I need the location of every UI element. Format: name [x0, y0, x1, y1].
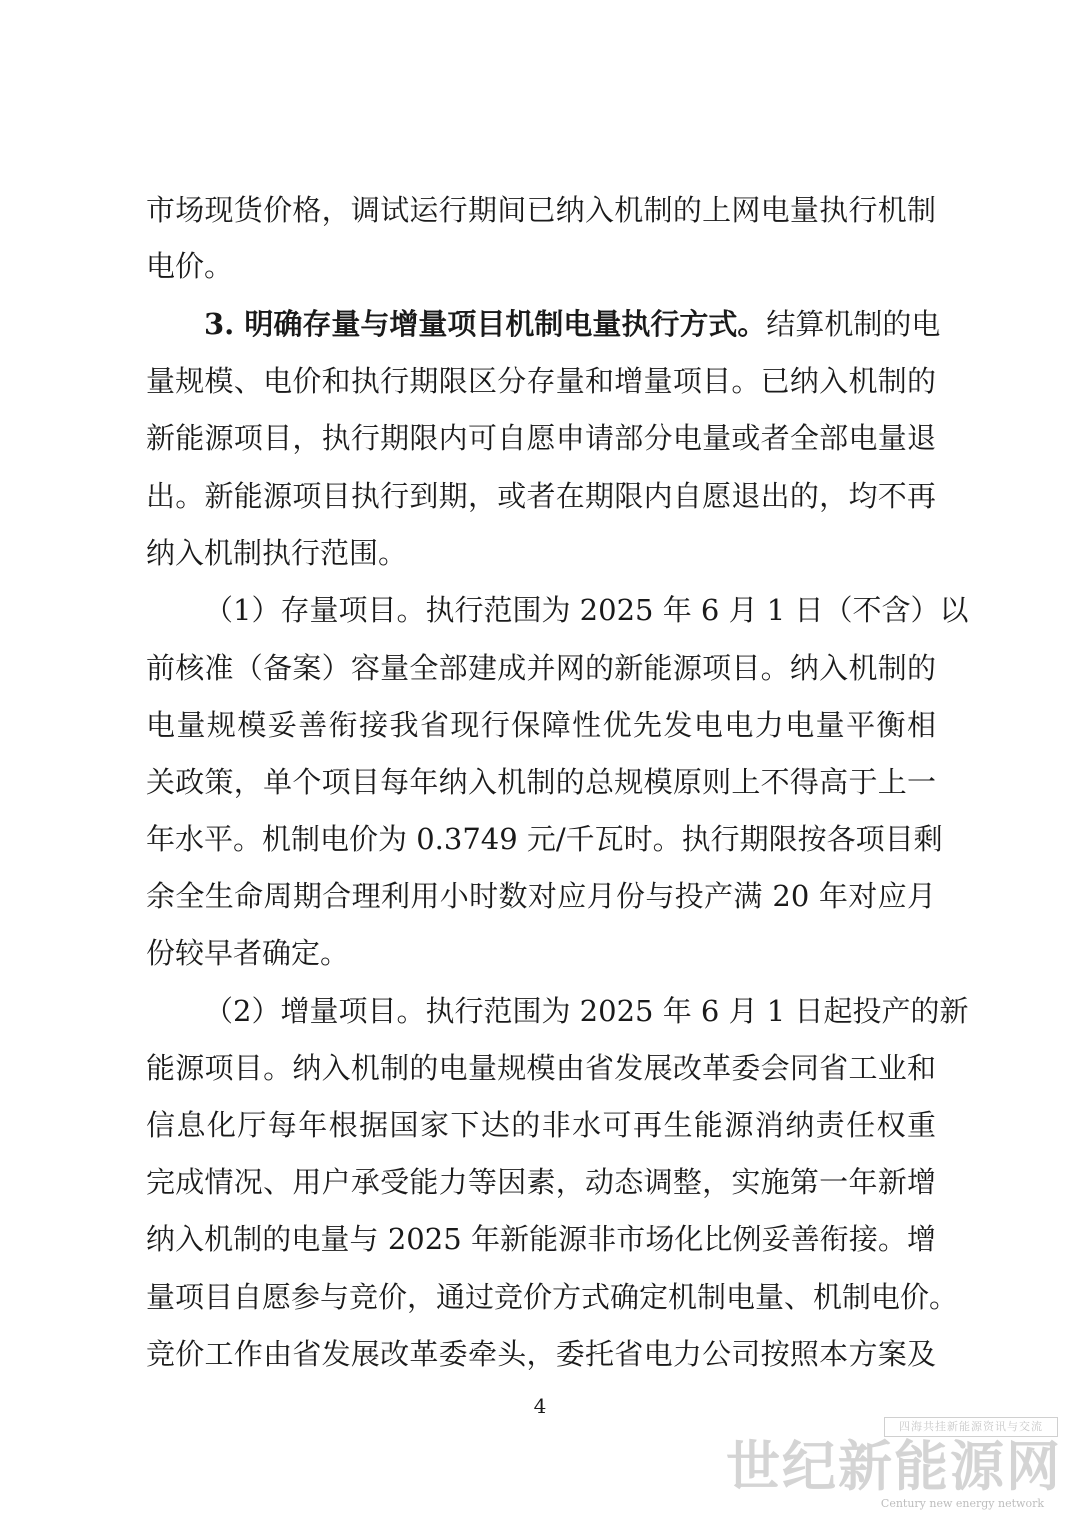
- text-line: 量项目自愿参与竞价，通过竞价方式确定机制电量、机制电价。: [146, 1280, 959, 1314]
- text-run: 结算机制的电: [766, 307, 941, 341]
- text-line: 前核准（备案）容量全部建成并网的新能源项目。纳入机制的: [146, 651, 936, 685]
- text-line: 电量规模妥善衔接我省现行保障性优先发电电力电量平衡相: [146, 708, 936, 742]
- text-line: （2）增量项目。执行范围为 2025 年 6 月 1 日起投产的新: [204, 994, 969, 1028]
- text-line: 年水平。机制电价为 0.3749 元/千瓦时。执行期限按各项目剩: [146, 822, 943, 856]
- text-line: 新能源项目，执行期限内可自愿申请部分电量或者全部电量退: [146, 421, 936, 455]
- text-line: 纳入机制的电量与 2025 年新能源非市场化比例妥善衔接。增: [146, 1222, 936, 1256]
- text-line: 量规模、电价和执行期限区分存量和增量项目。已纳入机制的: [146, 364, 936, 398]
- text-line-with-heading: [204, 304, 941, 344]
- text-line: 完成情况、用户承受能力等因素，动态调整，实施第一年新增: [146, 1165, 936, 1199]
- text-line: 信息化厅每年根据国家下达的非水可再生能源消纳责任权重: [146, 1108, 936, 1142]
- text-line: （1）存量项目。执行范围为 2025 年 6 月 1 日（不含）以: [204, 593, 969, 627]
- text-line: 纳入机制执行范围。: [146, 536, 408, 570]
- watermark-english: Century new energy network: [880, 1497, 1044, 1510]
- watermark-logo: [726, 1417, 1062, 1517]
- text-line: 市场现货价格，调试运行期间已纳入机制的上网电量执行机制: [146, 193, 936, 227]
- text-line: 出。新能源项目执行到期，或者在期限内自愿退出的，均不再: [146, 479, 936, 513]
- section-heading: 3. 明确存量与增量项目机制电量执行方式。: [204, 307, 767, 341]
- text-line: 电价。: [146, 249, 234, 283]
- page-number: 4: [533, 1394, 547, 1418]
- text-line: 能源项目。纳入机制的电量规模由省发展改革委会同省工业和: [146, 1051, 936, 1085]
- watermark-name: 世纪新能源网: [726, 1434, 1062, 1498]
- watermark-tagline: 四海共挂新能源资讯与交流: [884, 1417, 1058, 1437]
- text-line: 余全生命周期合理利用小时数对应月份与投产满 20 年对应月: [146, 879, 936, 913]
- text-line: 份较早者确定。: [146, 936, 350, 970]
- text-line: 关政策，单个项目每年纳入机制的总规模原则上不得高于上一: [146, 765, 936, 799]
- text-line: 竞价工作由省发展改革委牵头，委托省电力公司按照本方案及: [146, 1337, 936, 1371]
